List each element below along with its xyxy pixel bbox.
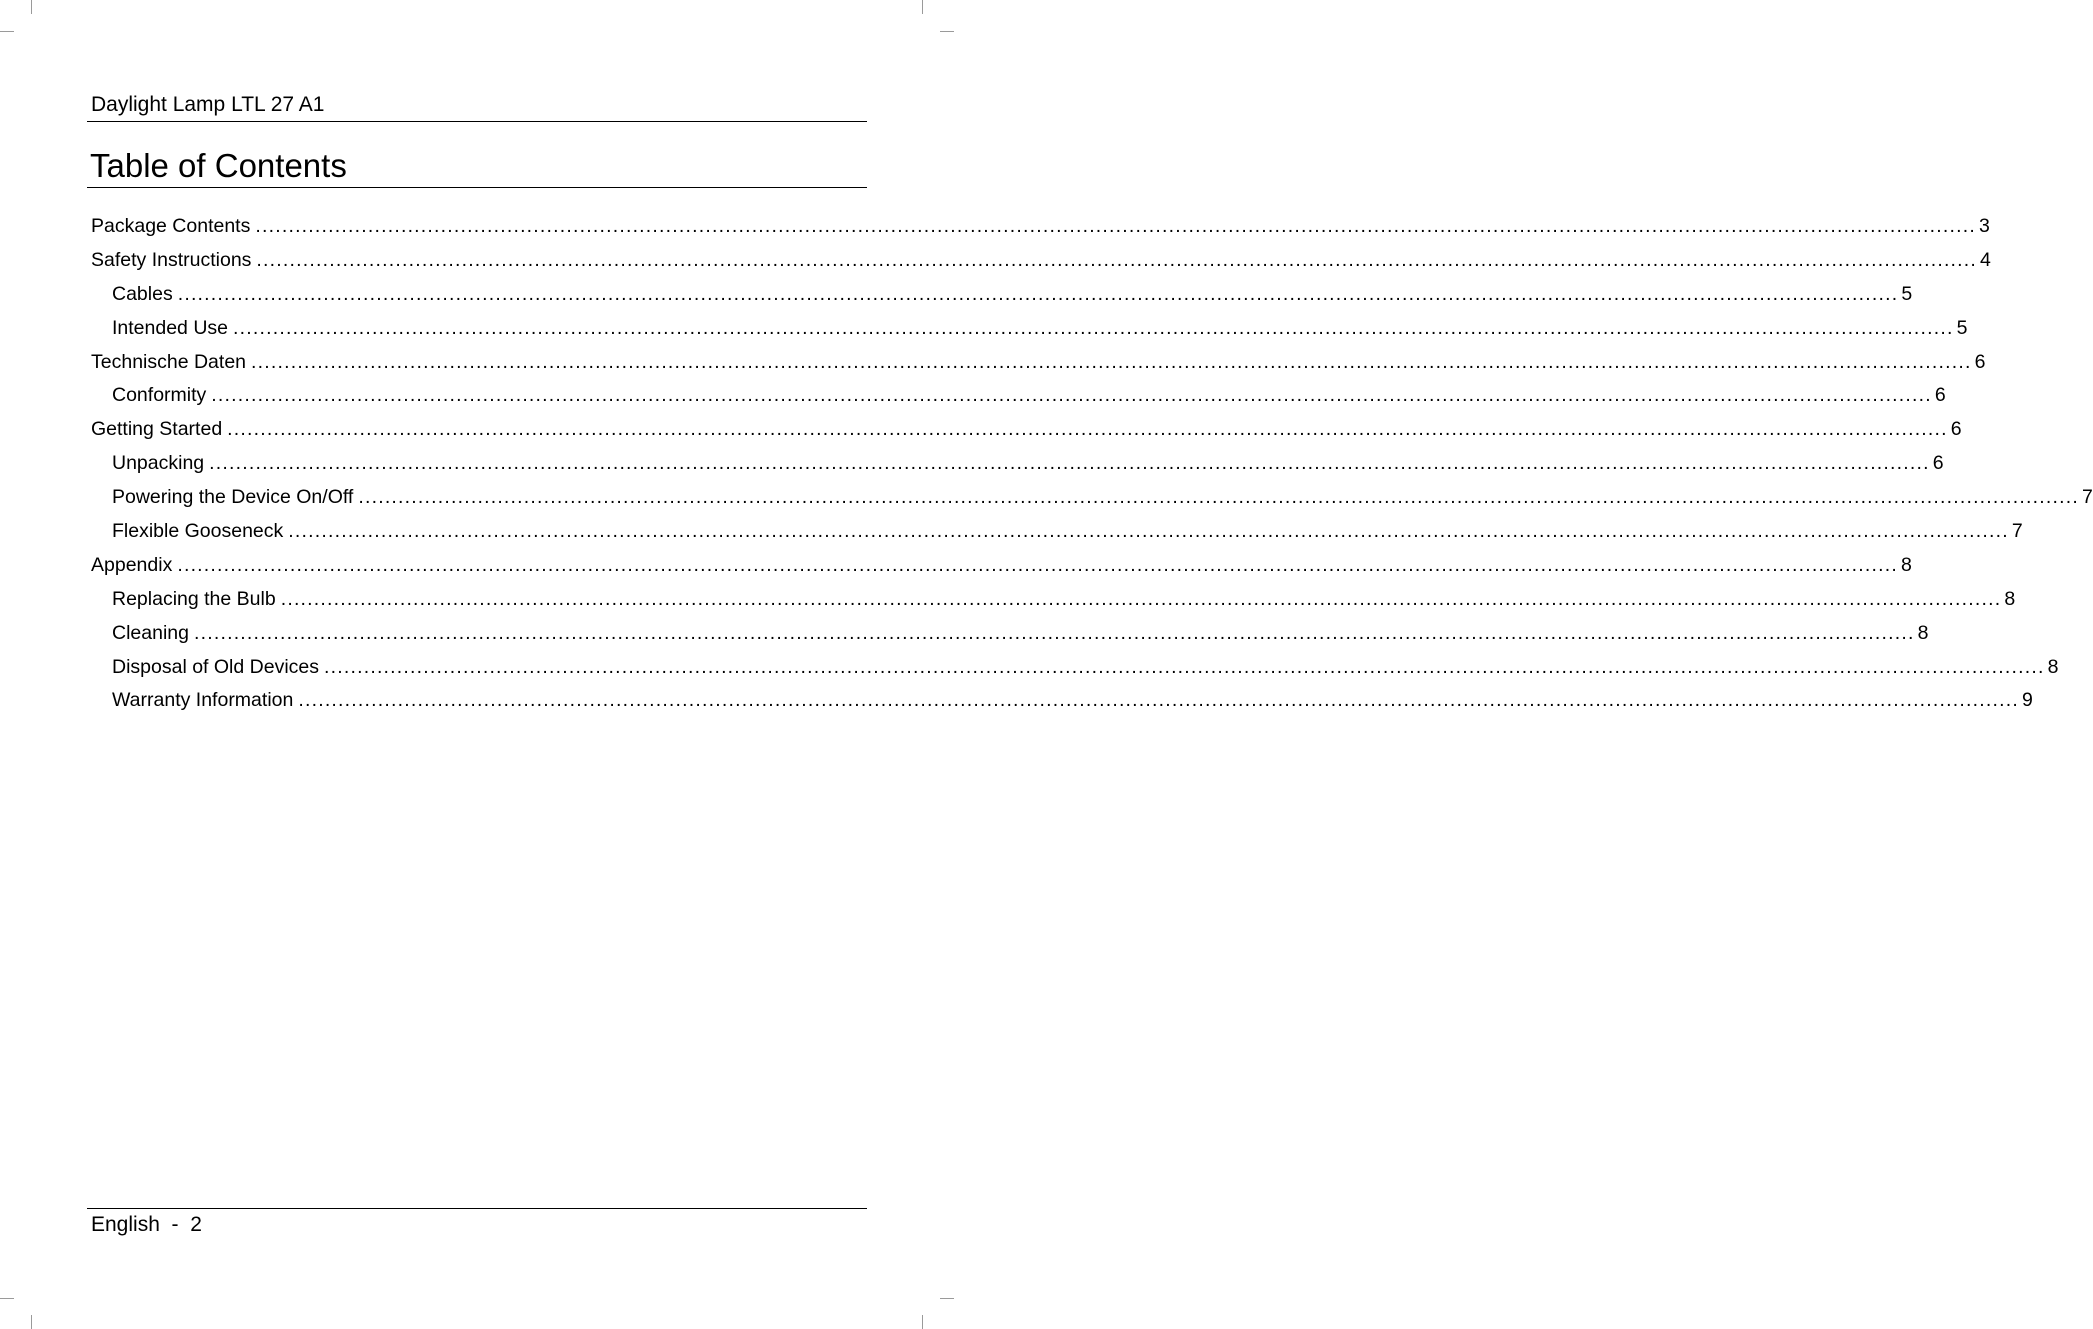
crop-mark-top-left: [31, 0, 32, 14]
toc-entry-label: Appendix: [91, 553, 173, 576]
toc-entry[interactable]: [91, 379, 1946, 413]
toc-entry[interactable]: [91, 210, 1990, 244]
toc-entry-label: Disposal of Old Devices: [112, 655, 319, 678]
toc-dot-leader: ....................................................................................................................................................................................................................................................................: [209, 452, 1930, 475]
crop-mark-bottom-right: [940, 1298, 954, 1299]
toc-dot-leader: ....................................................................................................................................................................................................................................................................: [227, 418, 1948, 441]
title-rule: [87, 187, 867, 188]
toc-entry-label: Safety Instructions: [91, 248, 252, 271]
toc-entry-page: 8: [1900, 553, 1912, 576]
toc-entry-label: Conformity: [112, 384, 207, 407]
toc-entry-page: 8: [1917, 621, 1929, 644]
toc-entry-page: 3: [1978, 215, 1990, 237]
toc-entry-label: Cables: [112, 282, 173, 305]
footer-rule: [87, 1208, 867, 1209]
toc-entry[interactable]: [91, 244, 1991, 278]
toc-entry-page: 7: [2081, 486, 2093, 509]
toc-dot-leader: ....................................................................................................................................................................................................................................................................: [324, 655, 2045, 678]
toc-entry[interactable]: [91, 447, 1944, 481]
toc-dot-leader: ....................................................................................................................................................................................................................................................................: [233, 316, 1954, 339]
toc-entry[interactable]: [91, 413, 1962, 447]
toc-entry[interactable]: [91, 684, 2033, 718]
toc-entry[interactable]: [91, 549, 1912, 583]
toc-dot-leader: ....................................................................................................................................................................................................................................................................: [177, 282, 1899, 305]
toc-entry-page: 8: [2004, 587, 2016, 610]
toc-entry-page: 5: [1901, 282, 1913, 305]
toc-dot-leader: ....................................................................................................................................................................................................................................................................: [358, 486, 2079, 509]
toc-entry[interactable]: [91, 346, 1986, 380]
toc-dot-leader: ....................................................................................................................................................................................................................................................................: [288, 520, 2009, 543]
toc-dot-leader: ....................................................................................................................................................................................................................................................................: [255, 215, 1976, 237]
toc-dot-leader: ....................................................................................................................................................................................................................................................................: [251, 350, 1972, 373]
crop-mark-bottom-right: [922, 1315, 923, 1329]
toc-entry[interactable]: [91, 617, 1929, 651]
toc-entry-page: 5: [1956, 316, 1968, 339]
toc-dot-leader: ....................................................................................................................................................................................................................................................................: [256, 248, 1978, 271]
toc-dot-leader: ....................................................................................................................................................................................................................................................................: [211, 384, 1932, 407]
crop-mark-bottom-left: [31, 1315, 32, 1329]
toc-entry-label: Intended Use: [112, 316, 229, 339]
toc-entry[interactable]: [91, 278, 1913, 312]
toc-entry-page: 6: [1974, 350, 1986, 373]
crop-mark-bottom-left: [0, 1298, 14, 1299]
toc-entry-page: 6: [1932, 452, 1944, 475]
running-header: Daylight Lamp LTL 27 A1: [91, 93, 325, 116]
toc-entry[interactable]: [91, 583, 2016, 617]
toc-dot-leader: ....................................................................................................................................................................................................................................................................: [177, 553, 1898, 576]
page-footer: English - 2: [91, 1213, 202, 1236]
toc-entry-label: Package Contents: [91, 215, 251, 237]
toc-dot-leader: ....................................................................................................................................................................................................................................................................: [298, 689, 2019, 712]
toc-entry[interactable]: [91, 651, 2059, 685]
toc-entry[interactable]: [91, 515, 2023, 549]
toc-entry[interactable]: [91, 481, 2093, 515]
toc-entry-label: Technische Daten: [91, 350, 247, 373]
crop-mark-top-left: [0, 31, 14, 32]
page-title: Table of Contents: [90, 147, 347, 184]
toc-entry-page: 9: [2021, 689, 2033, 712]
toc-entry-label: Cleaning: [112, 621, 189, 644]
toc-entry-label: Replacing the Bulb: [112, 587, 276, 610]
toc-entry-label: Getting Started: [91, 418, 223, 441]
toc-entry-label: Unpacking: [112, 452, 205, 475]
toc-entry-label: Powering the Device On/Off: [112, 486, 354, 509]
crop-mark-top-right: [922, 0, 923, 14]
toc-entry[interactable]: [91, 312, 1968, 346]
crop-mark-top-right: [940, 31, 954, 32]
toc-entry-page: 6: [1950, 418, 1962, 441]
header-rule: [87, 121, 867, 122]
toc-entry-page: 7: [2011, 520, 2023, 543]
toc-dot-leader: ....................................................................................................................................................................................................................................................................: [193, 621, 1915, 644]
toc-entry-page: 6: [1934, 384, 1946, 407]
toc-entry-page: 4: [1980, 248, 1991, 271]
toc-list: [91, 210, 2093, 718]
toc-entry-label: Warranty Information: [112, 689, 294, 712]
toc-entry-label: Flexible Gooseneck: [112, 520, 284, 543]
toc-entry-page: 8: [2047, 655, 2059, 678]
toc-dot-leader: ....................................................................................................................................................................................................................................................................: [280, 587, 2002, 610]
